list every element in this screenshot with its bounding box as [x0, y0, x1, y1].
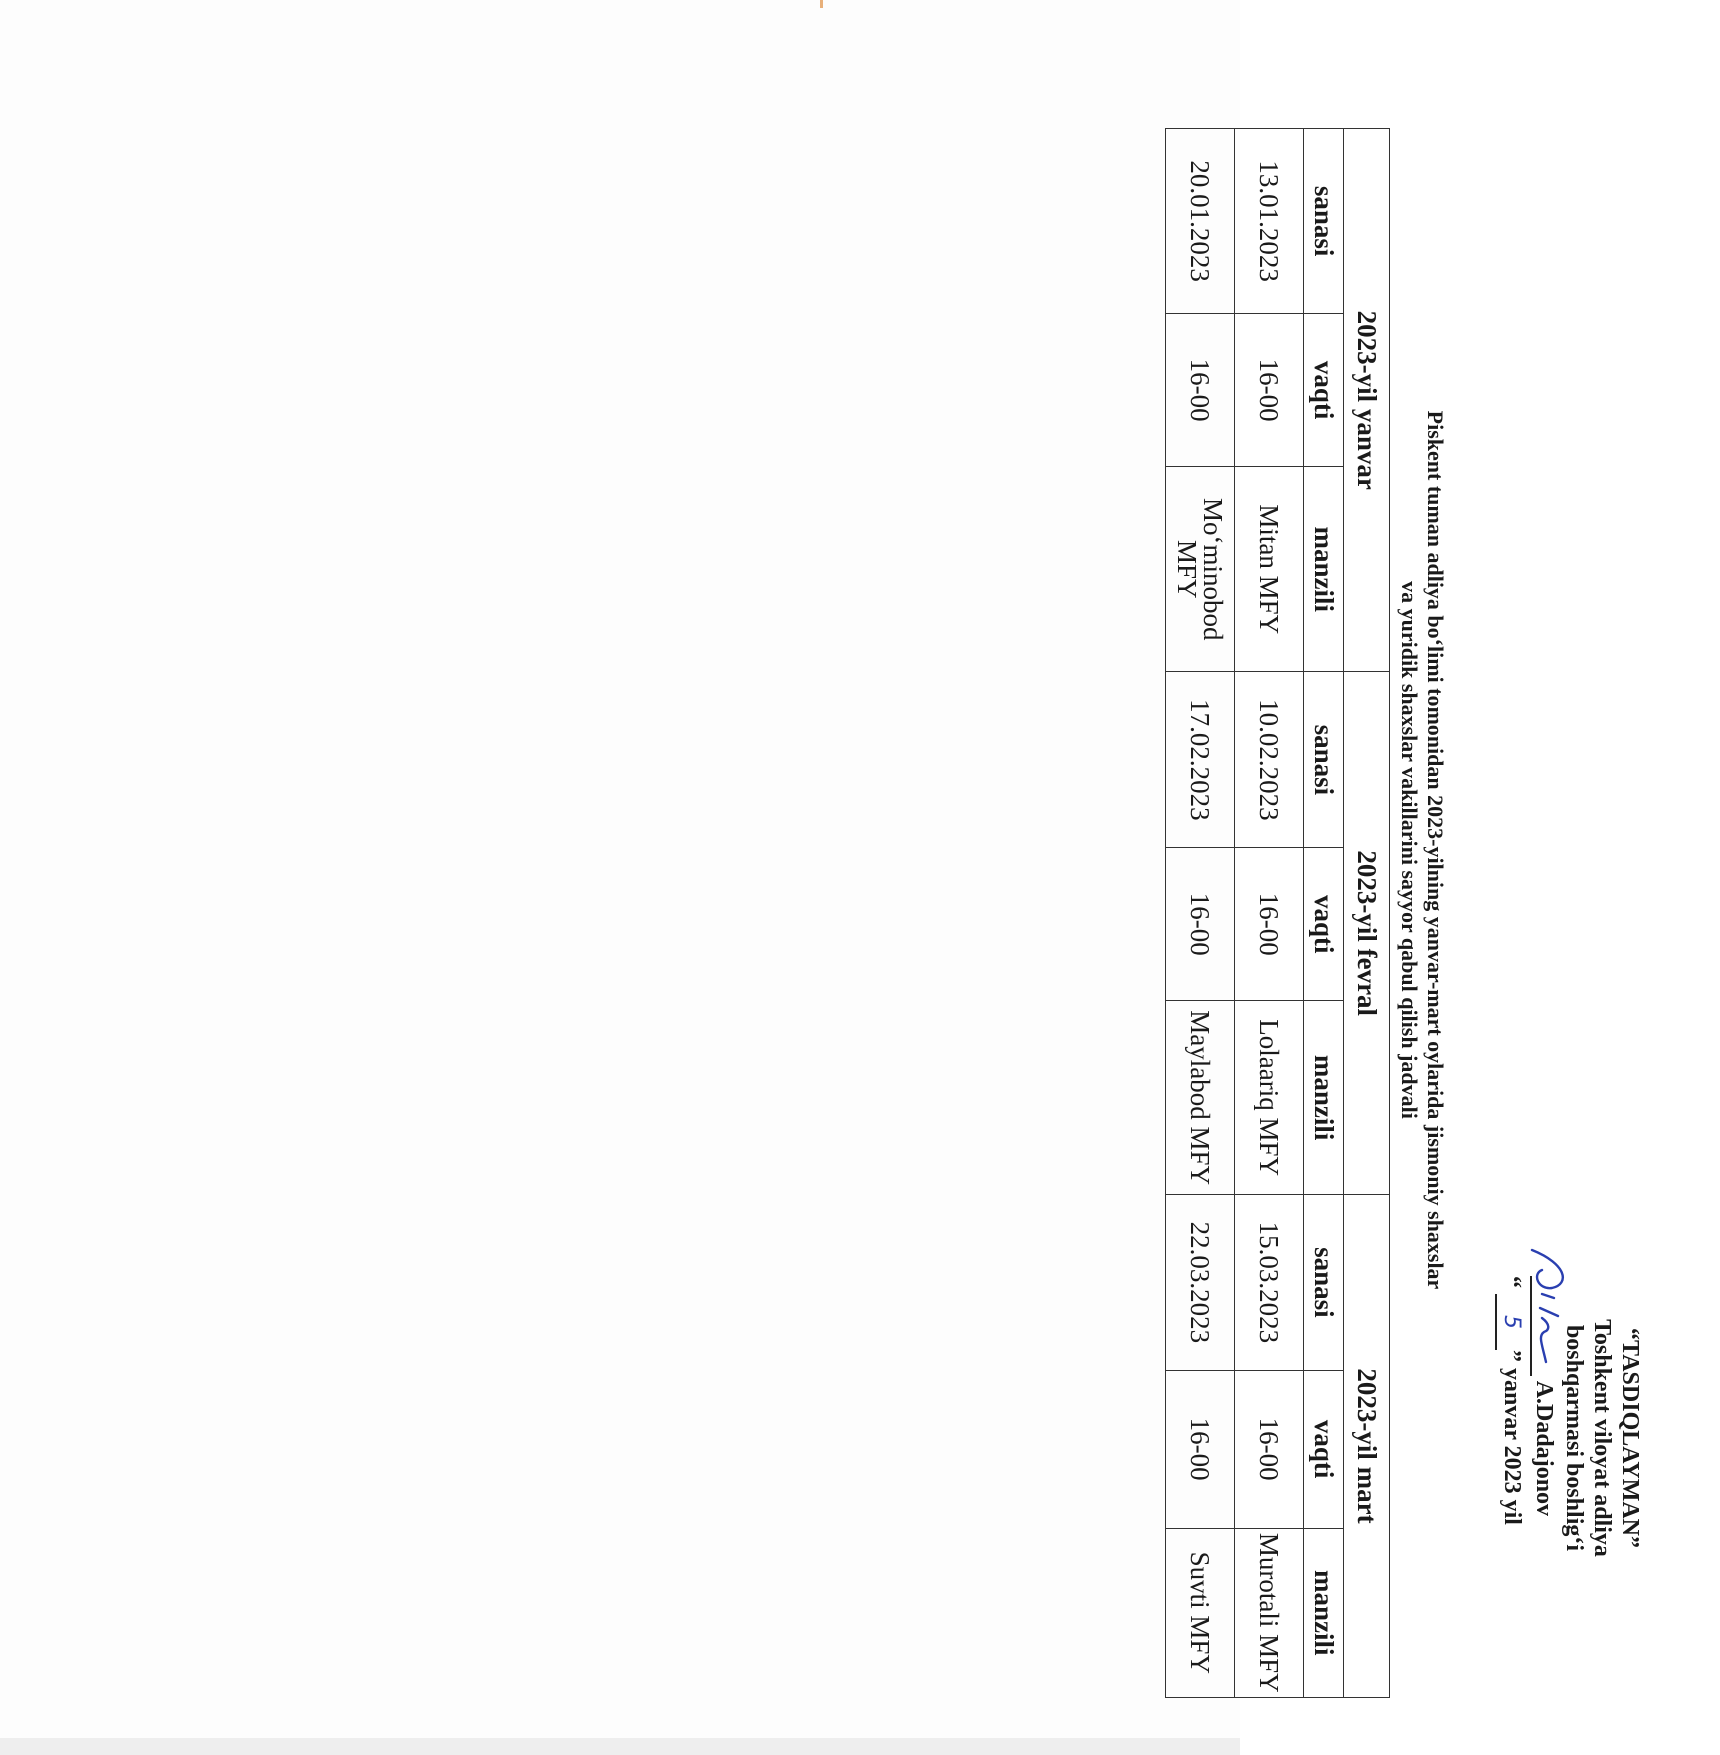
date-day-handwritten: 5	[1495, 1294, 1525, 1350]
month-header-row	[1344, 129, 1390, 1698]
table-cell-date: 22.03.2023	[1166, 1195, 1235, 1371]
date-open-quote: “	[1499, 1276, 1525, 1288]
table-cell-address: Suvti MFY	[1166, 1528, 1235, 1697]
date-suffix: ” yanvar 2023 yil	[1499, 1350, 1525, 1525]
rotated-document	[960, 0, 1720, 1755]
signature-line	[1530, 1276, 1554, 1376]
table-row	[1166, 129, 1235, 1698]
column-header-row	[1304, 129, 1344, 1698]
column-header-time: vaqti	[1304, 848, 1344, 1001]
handwritten-signature	[1522, 1244, 1572, 1394]
table-cell-time: 16-00	[1235, 314, 1304, 467]
signer-name: A.Dadajonov	[1531, 1380, 1557, 1517]
table-cell-date: 17.02.2023	[1166, 672, 1235, 848]
column-header-date: sanasi	[1304, 1195, 1344, 1371]
column-header-address: manzili	[1304, 467, 1344, 672]
table-row	[1235, 129, 1304, 1698]
month-header-february: 2023-yil fevral	[1344, 672, 1390, 1195]
table-cell-date: 10.02.2023	[1235, 672, 1304, 848]
approval-organization: Toshkent viloyat adliya	[1589, 1319, 1615, 1557]
table-cell-time: 16-00	[1235, 1370, 1304, 1528]
column-header-date: sanasi	[1304, 129, 1344, 314]
approval-position: boshqarmasi boshlig‘i	[1561, 1324, 1587, 1552]
table-cell-date: 15.03.2023	[1235, 1195, 1304, 1371]
table-cell-time: 16-00	[1166, 1370, 1235, 1528]
month-header-january: 2023-yil yanvar	[1344, 129, 1390, 672]
table-cell-address: Maylabod MFY	[1166, 1001, 1235, 1195]
table-cell-date: 13.01.2023	[1235, 129, 1304, 314]
month-header-march: 2023-yil mart	[1344, 1195, 1390, 1698]
reception-schedule-table	[1165, 128, 1390, 1698]
title-line-2: va yuridik shaxslar vakillarini sayyor qabul qilish jadvali	[1397, 581, 1422, 1119]
table-cell-address: Murotali MFY	[1235, 1528, 1304, 1697]
document-title	[1396, 300, 1448, 1400]
approval-block	[1495, 1258, 1644, 1618]
column-header-address: manzili	[1304, 1001, 1344, 1195]
table-cell-address: Mo‘minobod MFY	[1166, 467, 1235, 672]
table-cell-address: Lolaariq MFY	[1235, 1001, 1304, 1195]
column-header-time: vaqti	[1304, 1370, 1344, 1528]
approval-stamp-text: “TASDIQLAYMAN”	[1617, 1327, 1643, 1549]
table-cell-date: 20.01.2023	[1166, 129, 1235, 314]
signature-row	[1530, 1258, 1558, 1618]
scan-mark	[820, 0, 823, 8]
title-line-1: Piskent tuman adliya bo‘limi tomonidan 2023-yilning yanvar-mart oylarida jismoniy shaxslar	[1423, 410, 1448, 1290]
column-header-address: manzili	[1304, 1528, 1344, 1697]
column-header-time: vaqti	[1304, 314, 1344, 467]
table-cell-address: Mitan MFY	[1235, 467, 1304, 672]
table-cell-time: 16-00	[1166, 848, 1235, 1001]
column-header-date: sanasi	[1304, 672, 1344, 848]
table-cell-time: 16-00	[1166, 314, 1235, 467]
table-cell-time: 16-00	[1235, 848, 1304, 1001]
